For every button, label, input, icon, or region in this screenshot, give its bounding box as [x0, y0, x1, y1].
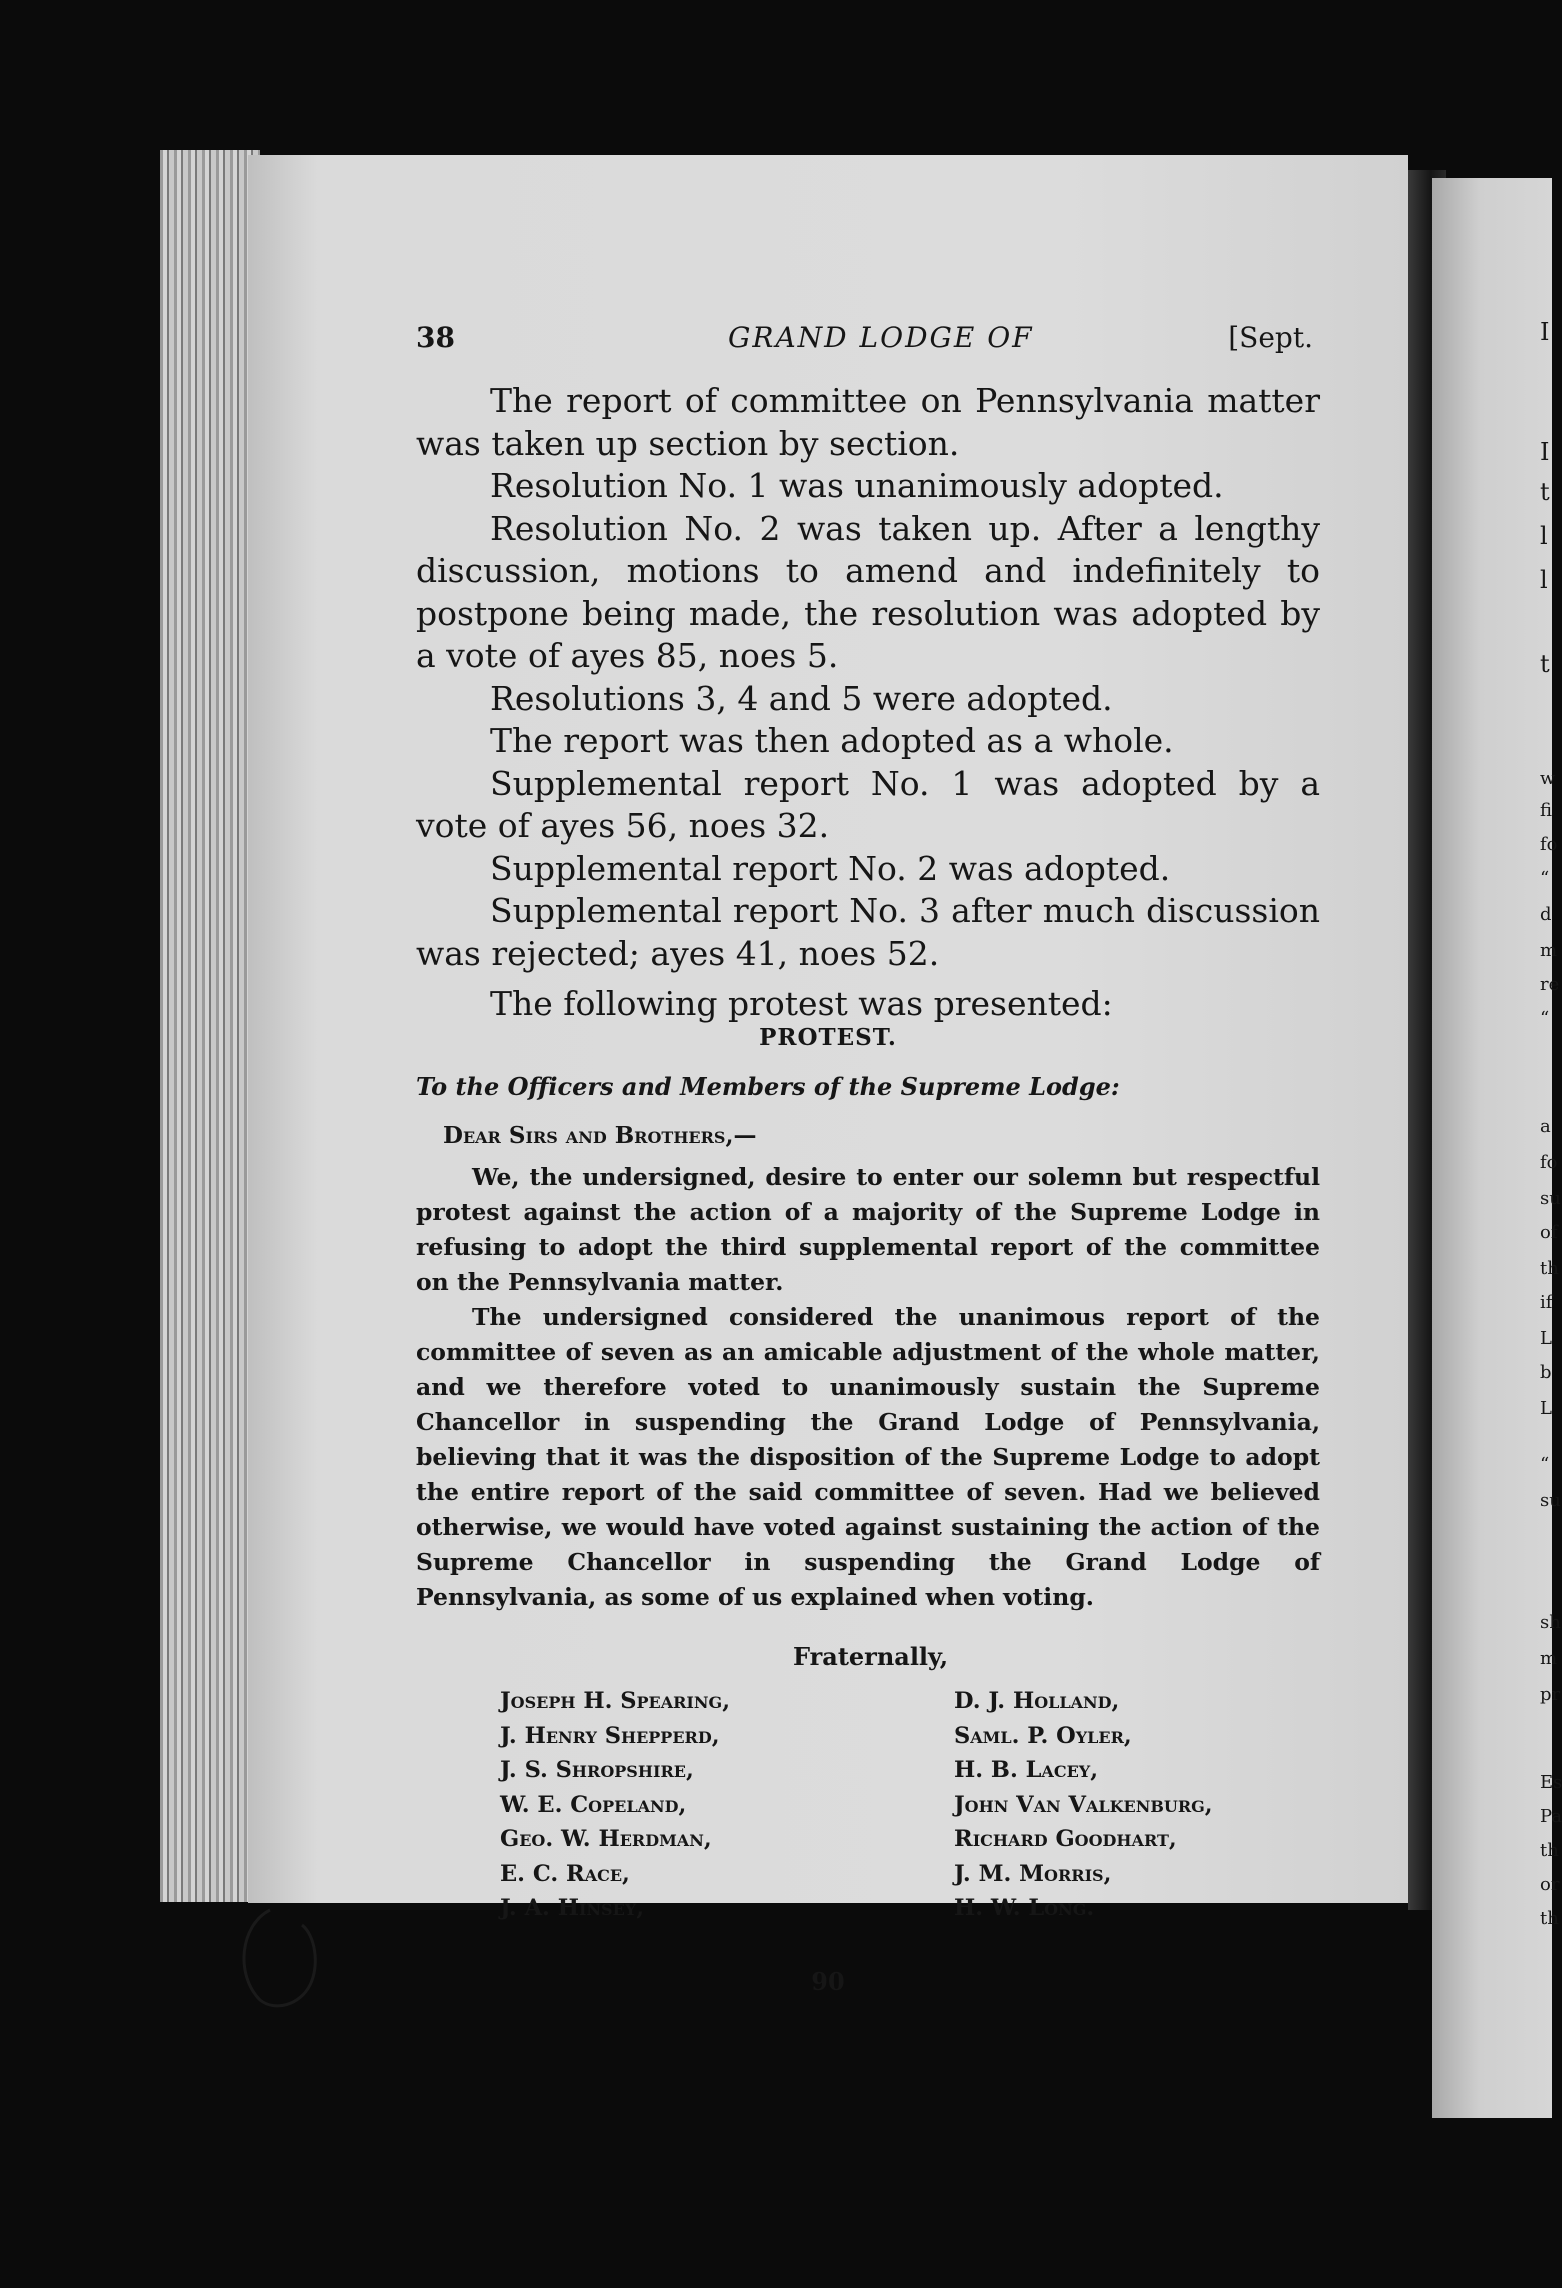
- fragment: b: [1540, 1362, 1552, 1383]
- fragment: m: [1540, 1648, 1558, 1669]
- protest-paragraph: The undersigned considered the unanimous report of the committee of seven as an amicable adjustment of the whole matter, and we therefore voted to unanimously sustain the Supreme Chancellor in suspending the Grand Lodge of Pennsylvania, believing that it was the disposition of the Supreme Lodge to adopt the entire report of the said committee of seven. Had we believed otherwise, we would have voted against sustaining the action of the Supreme Chancellor in suspending the Grand Lodge of Pennsylvania, as some of us explained when voting.: [416, 1303, 1320, 1611]
- fragment: th: [1540, 1840, 1559, 1861]
- facing-page: [1432, 178, 1552, 2118]
- fragment: of: [1540, 1222, 1558, 1243]
- signature: E. C. Race,: [500, 1860, 630, 1887]
- fragment: th: [1540, 1258, 1559, 1279]
- fragment: “: [1540, 1454, 1550, 1475]
- signature: H. W. Long.: [954, 1895, 1095, 1921]
- fragment: sh: [1540, 1612, 1561, 1633]
- folio-number: 90: [811, 1967, 845, 1996]
- signature: D. J. Holland,: [954, 1688, 1120, 1714]
- book-page: [248, 155, 1408, 1996]
- signature: Geo. W. Herdman,: [500, 1826, 712, 1852]
- fragment: “: [1540, 1008, 1550, 1029]
- proceedings-text: [416, 380, 1320, 1026]
- signatures-right: [954, 1684, 1213, 1926]
- protest-addressee: To the Officers and Members of the Supreme Lodge:: [416, 1072, 1120, 1101]
- signature: Richard Goodhart,: [954, 1826, 1177, 1852]
- fragment: Pa: [1540, 1806, 1562, 1827]
- signature: H. B. Lacey,: [954, 1757, 1099, 1783]
- signature: John Van Valkenburg,: [954, 1791, 1213, 1818]
- fragment: I: [1540, 438, 1550, 466]
- signatures-left: [500, 1684, 730, 1926]
- fragment: fo: [1540, 1152, 1558, 1173]
- fragment: or: [1540, 1874, 1560, 1895]
- fragment: re: [1540, 974, 1560, 995]
- protest-closing: Fraternally,: [793, 1642, 949, 1671]
- protest-body: [416, 1160, 1320, 1615]
- page-number: 38: [416, 321, 455, 354]
- fragment: l: [1540, 566, 1548, 594]
- signature: J. M. Morris,: [954, 1860, 1112, 1887]
- fragment: I: [1540, 318, 1550, 346]
- fragment: t: [1540, 478, 1550, 506]
- signature: Joseph H. Spearing,: [500, 1688, 731, 1714]
- paragraph: Resolution No. 2 was taken up. After a lengthy discussion, motions to amend and indefinitely to postpone being made, the resolution was adopted by a vote of ayes 85, noes 5.: [416, 508, 1320, 675]
- paragraph: The following protest was presented:: [490, 984, 1113, 1023]
- protest-heading: PROTEST.: [759, 1024, 897, 1051]
- fragment: m: [1540, 940, 1558, 961]
- fragment: su: [1540, 1188, 1561, 1209]
- fragment: if: [1540, 1292, 1553, 1313]
- fragment: fo: [1540, 834, 1558, 855]
- fragment: t: [1540, 650, 1550, 678]
- paragraph: Supplemental report No. 3 after much discussion was rejected; ayes 41, noes 52.: [416, 891, 1320, 973]
- paragraph: Supplemental report No. 2 was adopted.: [490, 848, 1171, 888]
- signature: J. A. Hinsey,: [500, 1895, 645, 1921]
- paragraph: The report of committee on Pennsylvania matter was taken up section by section.: [416, 381, 1320, 463]
- fragment: l: [1540, 522, 1548, 550]
- fragment: w: [1540, 768, 1556, 789]
- paragraph: Resolution No. 1 was unanimously adopted.: [490, 466, 1224, 505]
- fragment: L: [1540, 1398, 1552, 1419]
- fragment: a: [1540, 1116, 1551, 1137]
- pencil-circle-mark: [230, 1900, 340, 2020]
- fragment: fi: [1540, 800, 1553, 821]
- paragraph: The report was then adopted as a whole.: [490, 721, 1174, 760]
- fragment: Es: [1540, 1772, 1562, 1793]
- signature: Saml. P. Oyler,: [954, 1722, 1132, 1749]
- signature: J. S. Shropshire,: [500, 1757, 694, 1783]
- page-block-edge: [160, 150, 260, 1902]
- fragment: L: [1540, 1328, 1552, 1349]
- protest-salutation: Dear Sirs and Brothers,—: [443, 1122, 757, 1149]
- signature: J. Henry Shepperd,: [500, 1722, 720, 1749]
- fragment: su: [1540, 1490, 1561, 1511]
- protest-paragraph: We, the undersigned, desire to enter our solemn but respectful protest against the action of a majority of the Supreme Lodge in refusing to adopt the third supplemental report of the committee on the Pennsylvania matter.: [416, 1163, 1320, 1296]
- running-date: [Sept.: [1228, 321, 1313, 354]
- signature: W. E. Copeland,: [500, 1791, 687, 1818]
- paragraph: Supplemental report No. 1 was adopted by a vote of ayes 56, noes 32.: [416, 763, 1320, 845]
- fragment: d: [1540, 904, 1552, 925]
- fragment: th: [1540, 1908, 1559, 1929]
- fragment: “: [1540, 868, 1550, 889]
- running-title: GRAND LODGE OF: [728, 321, 1034, 354]
- fragment: pr: [1540, 1684, 1561, 1705]
- paragraph: Resolutions 3, 4 and 5 were adopted.: [490, 678, 1113, 718]
